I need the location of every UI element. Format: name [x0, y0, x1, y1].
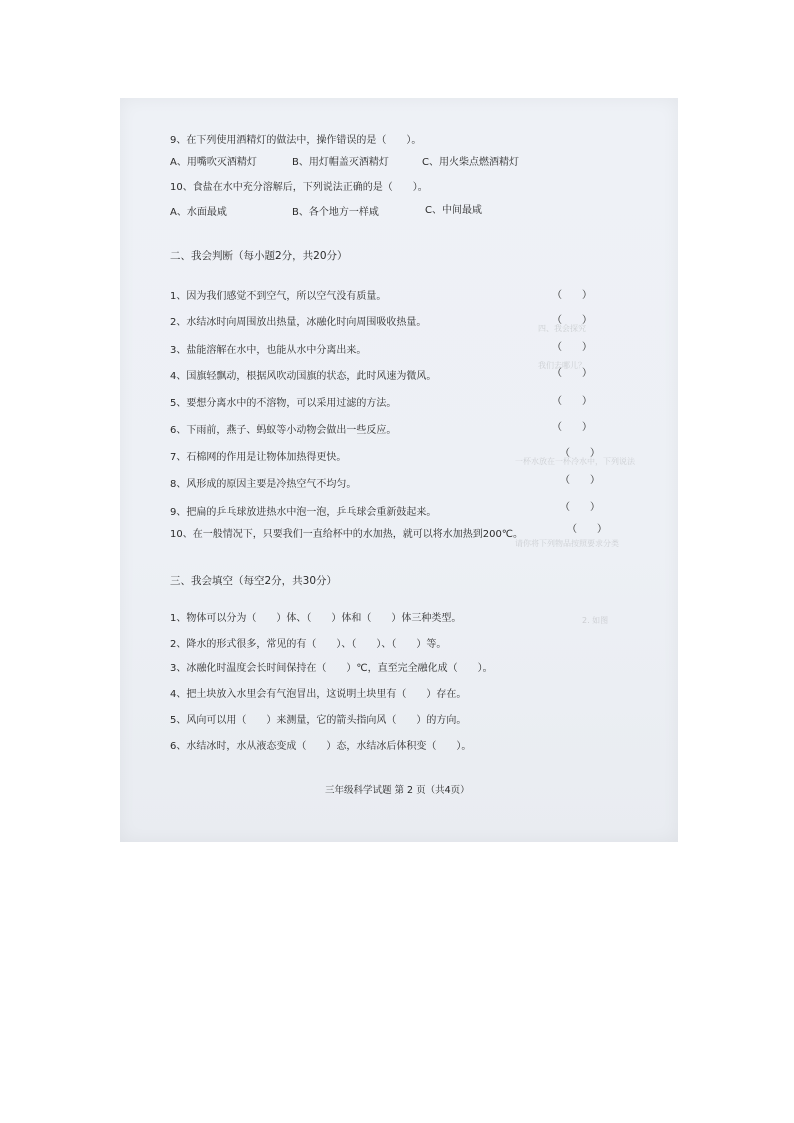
page-footer: 三年级科学试题 第 2 页（共4页） [325, 785, 470, 796]
answer-paren: （ ） [552, 342, 592, 353]
answer-paren: （ ） [552, 396, 592, 407]
judge-item: 6、下雨前，燕子、蚂蚁等小动物会做出一些反应。 [170, 425, 397, 436]
question-10-option-c: C、中间最咸 [425, 205, 482, 216]
bleed-text: 请你将下列物品按照要求分类 [515, 539, 619, 548]
question-10-option-a: A、水面最咸 [170, 207, 227, 218]
judge-item: 7、石棉网的作用是让物体加热得更快。 [170, 452, 347, 463]
answer-paren: （ ） [552, 368, 592, 379]
fill-item: 2、降水的形式很多，常见的有（ ）、（ ）、（ ）等。 [170, 639, 447, 650]
answer-paren: （ ） [560, 448, 600, 459]
answer-paren: （ ） [552, 422, 592, 433]
judge-item: 3、盐能溶解在水中，也能从水中分离出来。 [170, 345, 367, 356]
judge-item: 9、把扁的乒乓球放进热水中泡一泡，乒乓球会重新鼓起来。 [170, 507, 437, 518]
bleed-text: 四、我会探究 [538, 324, 586, 333]
answer-paren: （ ） [560, 502, 600, 513]
question-10-option-b: B、各个地方一样咸 [292, 207, 379, 218]
question-10-stem: 10、食盐在水中充分溶解后，下列说法正确的是（ ）。 [170, 182, 428, 193]
judge-item: 2、水结冰时向周围放出热量，冰融化时向周围吸收热量。 [170, 317, 427, 328]
question-9-option-c: C、用火柴点燃酒精灯 [422, 157, 519, 168]
fill-item: 3、冰融化时温度会长时间保持在（ ）℃，直至完全融化成（ ）。 [170, 663, 493, 674]
fill-item: 1、物体可以分为（ ）体、（ ）体和（ ）体三种类型。 [170, 613, 462, 624]
question-9-option-a: A、用嘴吹灭酒精灯 [170, 157, 257, 168]
exam-paper [120, 98, 678, 842]
question-9-option-b: B、用灯帽盖灭酒精灯 [292, 157, 389, 168]
answer-paren: （ ） [552, 315, 592, 326]
judge-item: 1、因为我们感觉不到空气，所以空气没有质量。 [170, 291, 387, 302]
judge-item: 10、在一般情况下，只要我们一直给杯中的水加热，就可以将水加热到200℃。 [170, 529, 524, 540]
judge-item: 5、要想分离水中的不溶物，可以采用过滤的方法。 [170, 398, 397, 409]
section-fill-heading: 三、我会填空（每空2分，共30分） [170, 575, 338, 587]
section-judge-heading: 二、我会判断（每小题2分，共20分） [170, 250, 348, 262]
fill-item: 6、水结冰时，水从液态变成（ ）态，水结冰后体积变（ ）。 [170, 741, 472, 752]
fill-item: 5、风向可以用（ ）来测量，它的箭头指向风（ ）的方向。 [170, 715, 467, 726]
bleed-text: 我们去哪儿？ [538, 361, 586, 370]
answer-paren: （ ） [560, 475, 600, 486]
answer-paren: （ ） [567, 524, 607, 535]
judge-item: 4、国旗轻飘动，根据风吹动国旗的状态，此时风速为微风。 [170, 371, 437, 382]
answer-paren: （ ） [552, 290, 592, 301]
question-9-stem: 9、在下列使用酒精灯的做法中，操作错误的是（ ）。 [170, 135, 422, 146]
bleed-text: 一杯水放在一杯冷水中，下列说法 [515, 457, 635, 466]
judge-item: 8、风形成的原因主要是冷热空气不均匀。 [170, 479, 357, 490]
fill-item: 4、把土块放入水里会有气泡冒出，这说明土块里有（ ）存在。 [170, 689, 467, 700]
bleed-text: 2. 如图 [582, 616, 609, 625]
